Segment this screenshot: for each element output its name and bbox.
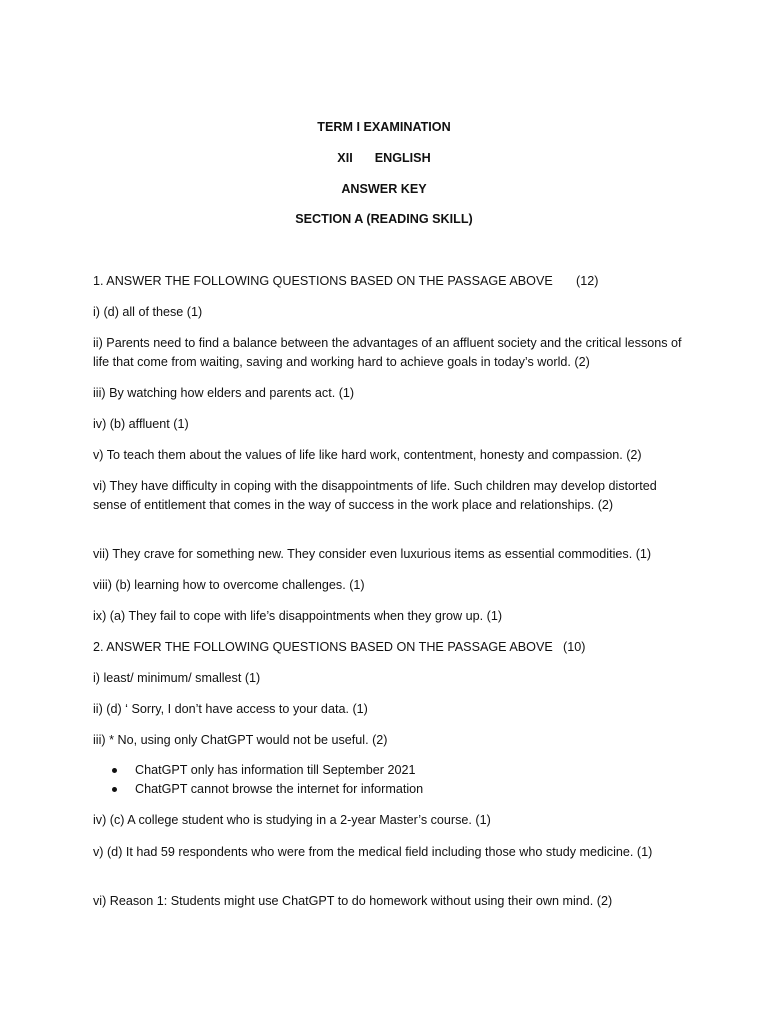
exam-title: TERM I EXAMINATION <box>317 120 451 134</box>
q1-answer-v: v) To teach them about the values of life like hard work, contentment, honesty and compassion. (2) <box>93 448 642 462</box>
q1-answer-ii: ii) Parents need to find a balance between the advantages of an affluent society and the critical lessons of life that come from waiting, saving and working hard to achieve goals in today’s world. (2) <box>93 336 682 369</box>
q1-answer-viii: viii) (b) learning how to overcome challenges. (1) <box>93 578 365 592</box>
bullet-icon <box>112 787 117 792</box>
q1-marks: (12) <box>576 274 599 288</box>
document-type: ANSWER KEY <box>341 182 427 196</box>
subject-label: ENGLISH <box>374 151 431 165</box>
q1-answer-iv: iv) (b) affluent (1) <box>93 417 189 431</box>
q1-answer-ix: ix) (a) They fail to cope with life’s disappointments when they grow up. (1) <box>93 609 503 623</box>
q2-answer-ii: ii) (d) ‘ Sorry, I don’t have access to your data. (1) <box>93 702 368 716</box>
q1-answer-vi: vi) They have difficulty in coping with the disappointments of life. Such children may develop distorted sense of entitlement that comes in the way of success in the work place and relationships. (2) <box>93 479 657 512</box>
list-item: ChatGPT cannot browse the internet for information <box>93 780 653 799</box>
list-item: ChatGPT only has information till September 2021 <box>93 761 653 780</box>
q2-answer-iii: iii) * No, using only ChatGPT would not be useful. (2) <box>93 733 388 747</box>
bullet-icon <box>112 768 117 773</box>
section-title: SECTION A (READING SKILL) <box>295 212 473 226</box>
q1-heading-text: 1. ANSWER THE FOLLOWING QUESTIONS BASED ON THE PASSAGE ABOVE <box>93 274 553 288</box>
q2-heading-text: 2. ANSWER THE FOLLOWING QUESTIONS BASED ON THE PASSAGE ABOVE <box>93 640 553 654</box>
q1-answer-i: i) (d) all of these (1) <box>93 305 203 319</box>
q2-answer-v: v) (d) It had 59 respondents who were from the medical field including those who study medicine. (1) <box>93 845 653 859</box>
q1-answer-vii: vii) They crave for something new. They consider even luxurious items as essential commodities. (1) <box>93 547 652 561</box>
class-label: XII <box>337 151 353 165</box>
class-subject-line <box>0 150 768 166</box>
q2-answer-iv: iv) (c) A college student who is studying in a 2-year Master’s course. (1) <box>93 813 491 827</box>
q2-answer-i: i) least/ minimum/ smallest (1) <box>93 671 261 685</box>
q1-heading <box>93 272 683 291</box>
q2-iii-bullet-list <box>93 761 653 799</box>
q2-answer-vi: vi) Reason 1: Students might use ChatGPT to do homework without using their own mind. (2) <box>93 894 613 908</box>
q2-marks: (10) <box>563 640 586 654</box>
q1-answer-iii: iii) By watching how elders and parents act. (1) <box>93 386 355 400</box>
q2-heading <box>93 638 683 657</box>
